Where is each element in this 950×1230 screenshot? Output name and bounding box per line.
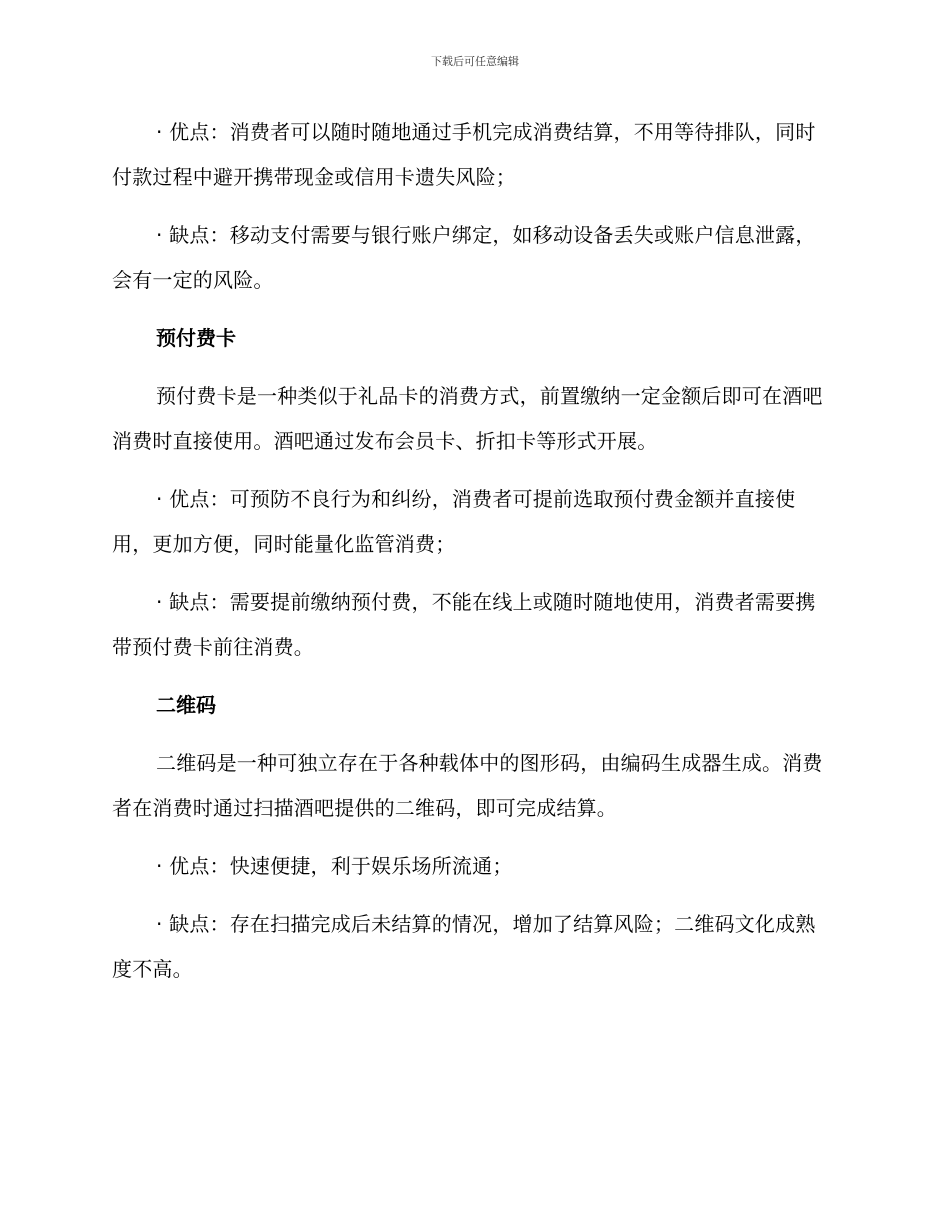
qr-code-description: 二维码是一种可独立存在于各种载体中的图形码，由编码生成器生成。消费者在消费时通过扫描酒吧提供的二维码，即可完成结算。 [112,751,823,820]
mobile-payment-pros: · 优点：消费者可以随时随地通过手机完成消费结算，不用等待排队，同时付款过程中避开携带现金或信用卡遗失风险； [112,120,816,189]
qr-code-cons: · 缺点：存在扫描完成后未结算的情况，增加了结算风险；二维码文化成熟度不高。 [112,912,816,981]
qr-code-heading: 二维码 [156,693,216,717]
mobile-payment-cons: · 缺点：移动支付需要与银行账户绑定，如移动设备丢失或账户信息泄露，会有一定的风险。 [112,223,816,292]
document-body [112,110,832,1005]
prepaid-card-heading: 预付费卡 [156,326,236,350]
prepaid-card-cons: · 缺点：需要提前缴纳预付费，不能在线上或随时随地使用，消费者需要携带预付费卡前往消费。 [112,590,816,659]
prepaid-card-pros: · 优点：可预防不良行为和纠纷，消费者可提前选取预付费金额并直接使用，更加方便，同时能量化监管消费； [112,487,796,556]
prepaid-card-description: 预付费卡是一种类似于礼品卡的消费方式，前置缴纳一定金额后即可在酒吧消费时直接使用。酒吧通过发布会员卡、折扣卡等形式开展。 [112,384,823,453]
qr-code-pros: · 优点：快速便捷，利于娱乐场所流通； [156,854,513,878]
page-header-note: 下载后可任意编辑 [431,55,519,68]
